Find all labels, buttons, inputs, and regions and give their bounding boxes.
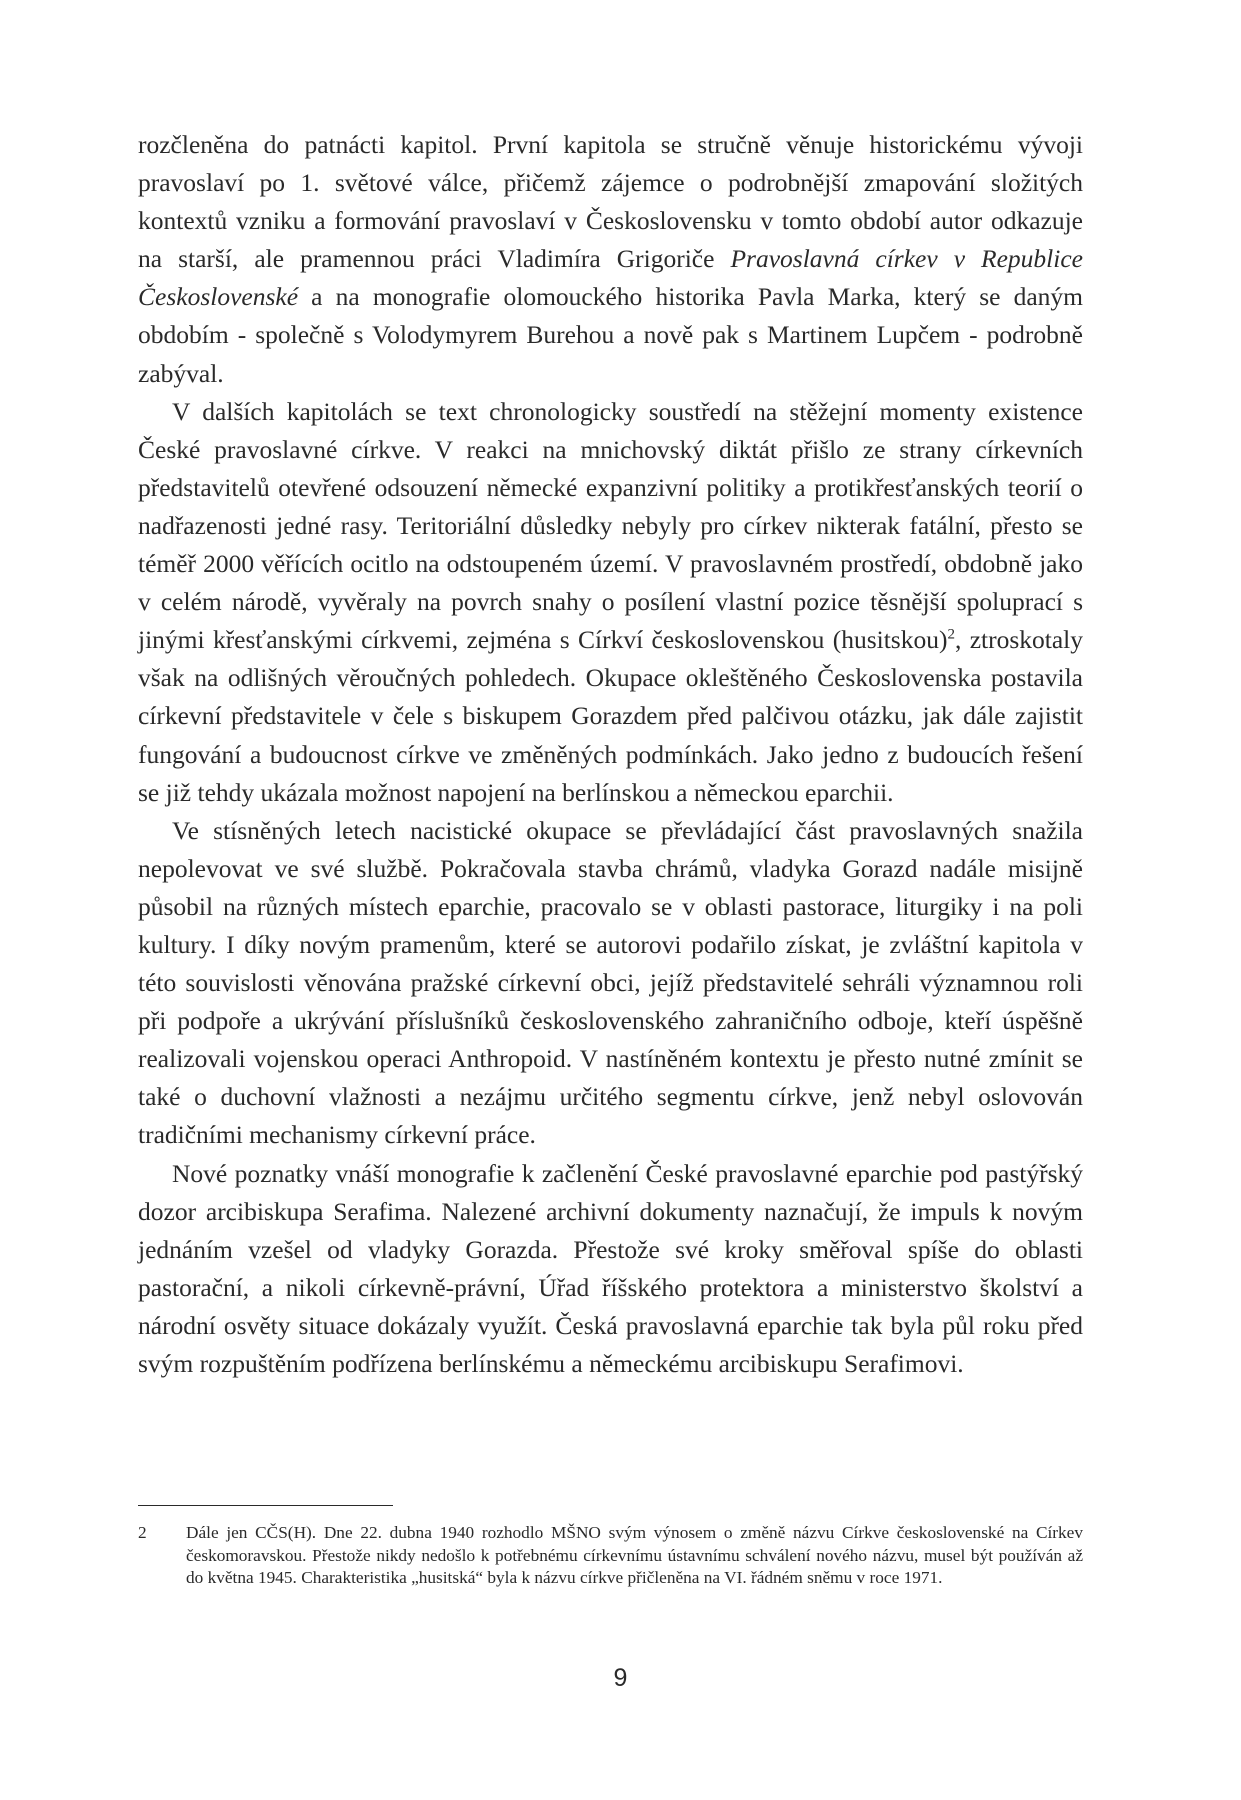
footnote-number: 2 (138, 1523, 147, 1542)
book-title-italic: Pravoslavná církev v Republice Československé (138, 244, 1083, 312)
footnote-reference[interactable]: 2 (947, 626, 955, 643)
paragraph-2 (138, 393, 1083, 812)
footnote-divider (138, 1505, 393, 1506)
paragraph-1 (138, 126, 1083, 393)
paragraph-2-text-a: V dalších kapitolách se text chronologicky soustředí na stěžejní momenty existence České pravoslavné církve. V reakci na mnichovský diktát přišlo ze strany církevních představitelů otevřené odsouzení německé expanzivní politiky a protikřesťanských teorií o nadřazenosti jedné rasy. Teritoriální důsledky nebyly pro církev nikterak fatální, přesto se téměř 2000 věřících ocitlo na odstoupeném území. V pravoslavném prostředí, obdobně jako v celém národě, vyvěraly na povrch snahy o posílení vlastní pozice těsnější spoluprací s jinými křesťanskými církvemi, zejména s Církví československou (husitskou) (138, 396, 1083, 655)
paragraph-4: Nové poznatky vnáší monografie k začlenění České pravoslavné eparchie pod pastýřský dozor arcibiskupa Serafima. Nalezené archivní dokumenty naznačují, že impuls k novým jednáním vzešel od vladyky Gorazda. Přestože své kroky směřoval spíše do oblasti pastorační, a nikoli církevně-právní, Úřad říšského protektora a ministerstvo školství a národní osvěty situace dokázaly využít. Česká pravoslavná eparchie tak byla půl roku před svým rozpuštěním podřízena berlínskému a německému arcibiskupu Serafimovi. (138, 1158, 1083, 1378)
paragraph-2-text-b: , ztroskotaly však na odlišných věroučných pohledech. Okupace okleštěného Československa postavila církevní představitele v čele s biskupem Gorazdem před palčivou otázku, jak dále zajistit fungování a budoucnost církve ve změněných podmínkách. Jako jedno z budoucích řešení se již tehdy ukázala možnost napojení na berlínskou a německou eparchii. (138, 625, 1084, 807)
paragraph-1-text-a: rozčleněna do patnácti kapitol. První kapitola se stručně věnuje historickému vývoji pravoslaví po 1. světové válce, přičemž zájemce o podrobnější zmapování složitých kontextů vzniku a formování pravoslaví v Československu v tomto období autor odkazuje na starší, ale pramennou práci Vladimíra Grigoriče (138, 130, 1083, 274)
paragraph-1-text-c: a na monografie olomouckého historika Pavla Marka, který se daným obdobím - společně s Volodymyrem Burehou a nově pak s Martinem Lupčem - podrobně zabýval. (138, 282, 1083, 388)
paragraph-3: Ve stísněných letech nacistické okupace se převládající část pravoslavných snažila nepolevovat ve své službě. Pokračovala stavba chrámů, vladyka Gorazd nadále misijně působil na různých místech eparchie, pracovalo se v oblasti pastorace, liturgiky i na poli kultury. I díky novým pramenům, které se autorovi podařilo získat, je zvláštní kapitola v této souvislosti věnována pražské církevní obci, jejíž představitelé sehráli významnou roli při podpoře a ukrývání příslušníků československého zahraničního odboje, kteří úspěšně realizovali vojenskou operaci Anthropoid. V nastíněném kontextu je přesto nutné zmínit se také o duchovní vlažnosti a nezájmu určitého segmentu církve, jenž nebyl oslovován tradičními mechanismy církevní práce. (138, 815, 1083, 1150)
footnote (138, 1522, 1083, 1590)
page-number: 9 (613, 1664, 628, 1692)
body-text (138, 126, 1083, 1383)
footnote-text: Dále jen CČS(H). Dne 22. dubna 1940 rozhodlo MŠNO svým výnosem o změně názvu Církve československé na Církev českomoravskou. Přestože nikdy nedošlo k potřebnému církevnímu ústavnímu schválení nového názvu, musel být používán až do května 1945. Charakteristika „husitská“ byla k názvu církve přičleněna na VI. řádném sněmu v roce 1971. (186, 1523, 1083, 1587)
